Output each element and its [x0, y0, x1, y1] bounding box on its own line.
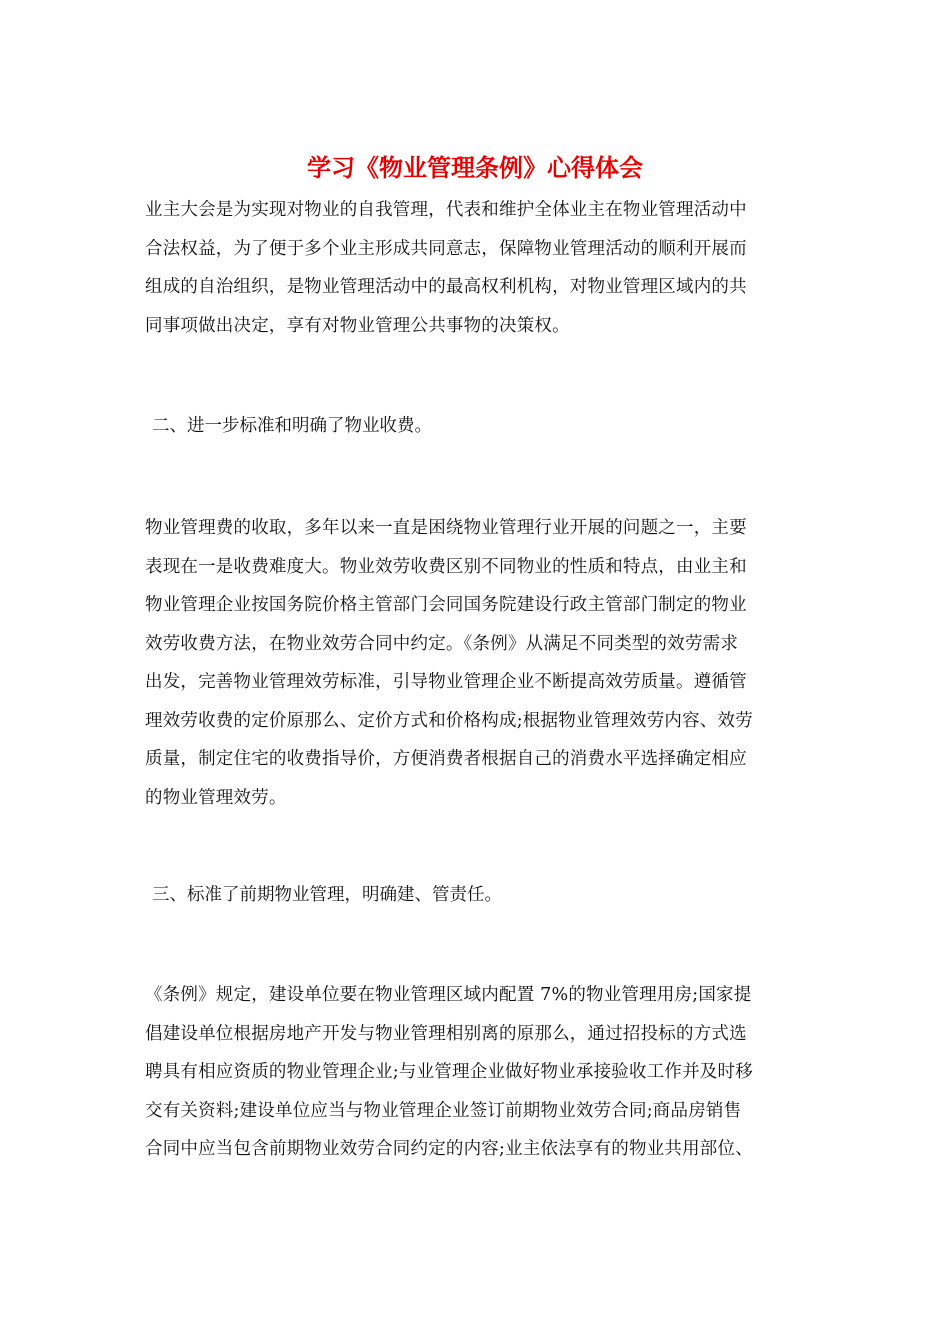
- paragraph-line: 合同中应当包含前期物业效劳合同约定的内容;业主依法享有的物业共用部位、: [145, 1139, 753, 1159]
- paragraph-line: 聘具有相应资质的物业管理企业;与业管理企业做好物业承接验收工作并及时移: [145, 1062, 753, 1082]
- paragraph-line: 交有关资料;建设单位应当与物业管理企业签订前期物业效劳合同;商品房销售: [145, 1100, 742, 1121]
- paragraph-line: 合法权益，为了便于多个业主形成共同意志，保障物业管理活动的顺利开展而: [145, 238, 747, 259]
- paragraph-line: 物业管理费的收取，多年以来一直是困绕物业管理行业开展的问题之一，主要: [145, 518, 747, 538]
- paragraph-line: 质量，制定住宅的收费指导价，方便消费者根据自己的消费水平选择确定相应: [145, 749, 747, 769]
- paragraph-line: 《条例》规定，建设单位要在物业管理区域内配置 7%的物业管理用房;国家提: [145, 985, 752, 1005]
- paragraph-preliminary-management: [145, 976, 810, 1169]
- paragraph-line: 出发，完善物业管理效劳标准，引导物业管理企业不断提高效劳质量。遵循管: [145, 672, 747, 692]
- paragraph-line: 倡建设单位根据房地产开发与物业管理相别离的原那么，通过招投标的方式选: [145, 1023, 747, 1044]
- paragraph-line: 物业管理企业按国务院价格主管部门会同国务院建设行政主管部门制定的物业: [145, 595, 747, 615]
- paragraph-fees: [145, 509, 810, 817]
- paragraph-line: 效劳收费方法，在物业效劳合同中约定。《条例》从满足不同类型的效劳需求: [145, 633, 739, 654]
- paragraph-line: 同事项做出决定，享有对物业管理公共事物的决策权。: [145, 315, 570, 336]
- paragraph-owners-assembly: [145, 191, 810, 345]
- paragraph-line: 组成的自治组织，是物业管理活动中的最高权利机构，对物业管理区域内的共: [145, 277, 747, 297]
- section-heading-fees: 二、进一步标准和明确了物业收费。: [152, 416, 432, 436]
- paragraph-line: 的物业管理效劳。: [145, 787, 287, 808]
- paragraph-line: 表现在一是收费难度大。物业效劳收费区别不同物业的性质和特点，由业主和: [145, 556, 747, 577]
- section-heading-preliminary-management: 三、标准了前期物业管理，明确建、管责任。: [152, 885, 502, 905]
- document-title: 学习《物业管理条例》心得体会: [307, 154, 643, 182]
- paragraph-line: 理效劳收费的定价原那么、定价方式和价格构成;根据物业管理效劳内容、效劳: [145, 710, 753, 731]
- paragraph-line: 业主大会是为实现对物业的自我管理，代表和维护全体业主在物业管理活动中: [145, 200, 747, 220]
